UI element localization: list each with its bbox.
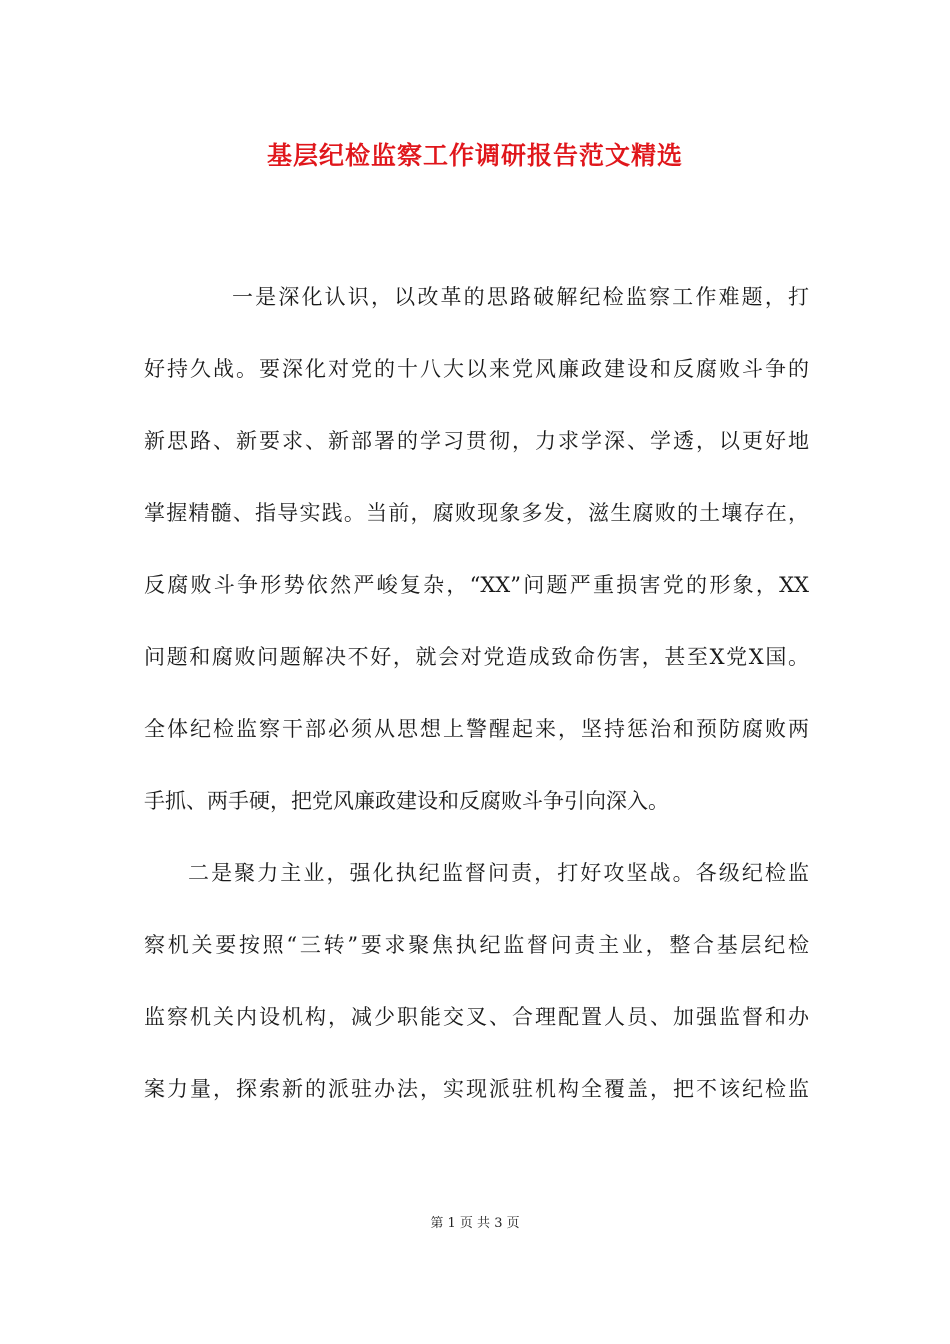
body-line: 掌握精髓、指导实践。当前，腐败现象多发，滋生腐败的土壤存在，	[144, 501, 809, 525]
body-line: 案力量，探索新的派驻办法，实现派驻机构全覆盖，把不该纪检监	[144, 1077, 809, 1101]
body-line: 一是深化认识，以改革的思路破解纪检监察工作难题，打	[232, 285, 809, 309]
body-line: 问题和腐败问题解决不好，就会对党造成致命伤害，甚至X党X国。	[144, 645, 809, 669]
body-line: 手抓、两手硬，把党风廉政建设和反腐败斗争引向深入。	[144, 789, 669, 813]
body-line: 好持久战。要深化对党的十八大以来党风廉政建设和反腐败斗争的	[144, 357, 809, 381]
body-line: 反腐败斗争形势依然严峻复杂，“XX”问题严重损害党的形象，XX	[144, 573, 809, 597]
page-number-footer: 第 1 页 共 3 页	[430, 1216, 520, 1231]
document-title: 基层纪检监察工作调研报告范文精选	[266, 141, 683, 170]
body-line: 察机关要按照“三转”要求聚焦执纪监督问责主业，整合基层纪检	[144, 933, 809, 957]
body-line: 新思路、新要求、新部署的学习贯彻，力求学深、学透，以更好地	[144, 429, 809, 453]
body-line: 二是聚力主业，强化执纪监督问责，打好攻坚战。各级纪检监	[188, 861, 809, 885]
body-line: 全体纪检监察干部必须从思想上警醒起来，坚持惩治和预防腐败两	[144, 717, 809, 741]
body-line: 监察机关内设机构，减少职能交叉、合理配置人员、加强监督和办	[144, 1005, 809, 1029]
